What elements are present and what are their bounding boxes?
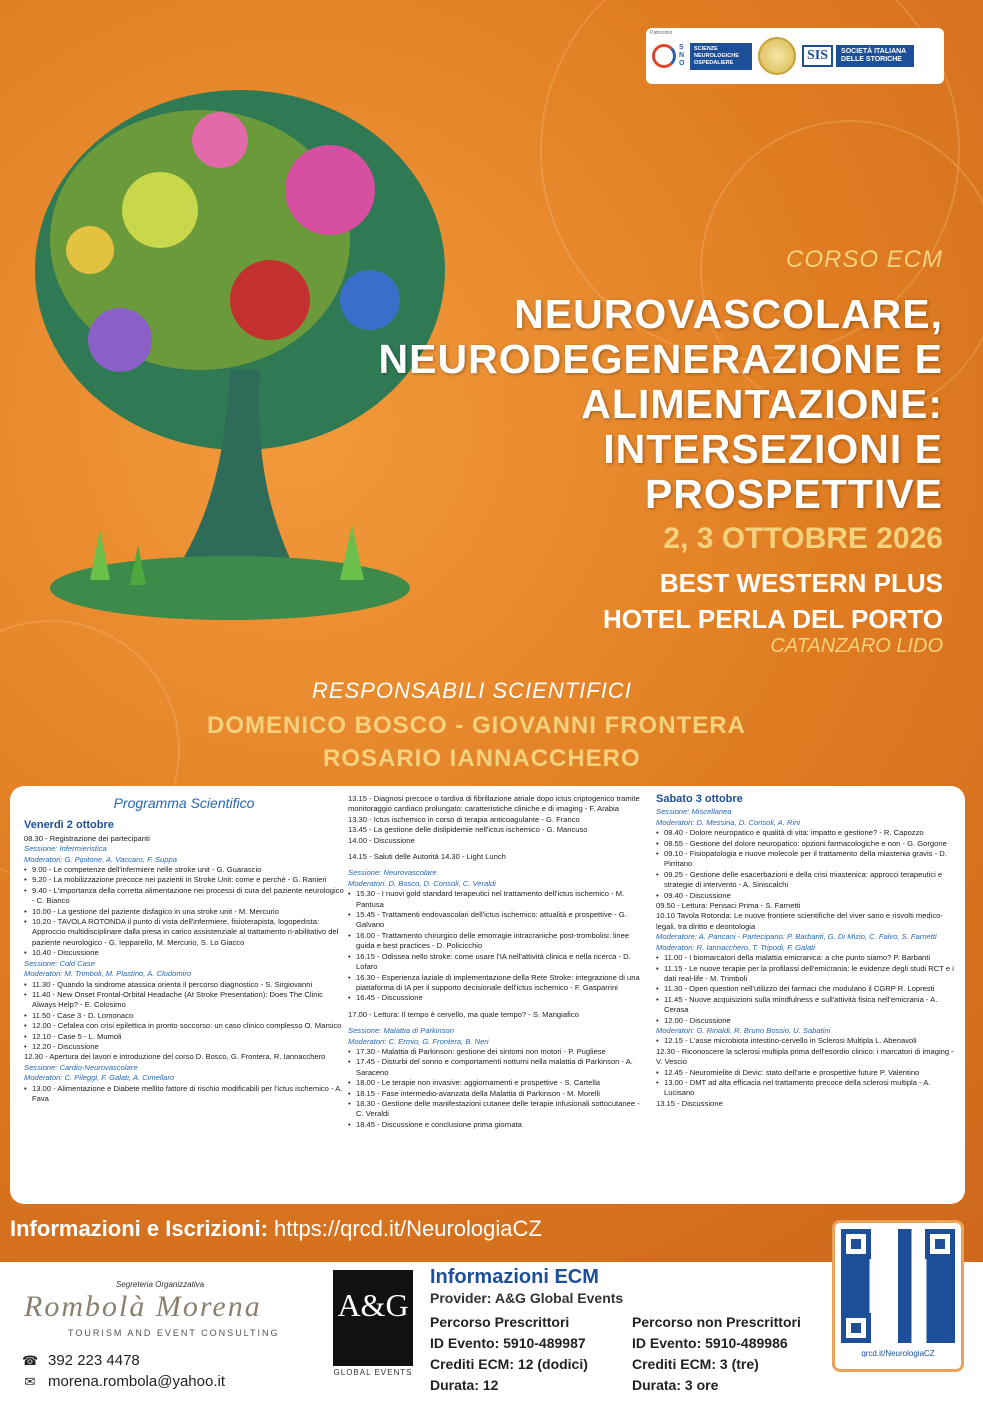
qr-caption: qrcd.it/NeurologiaCZ: [861, 1349, 935, 1358]
ag-logo-sub: GLOBAL EVENTS: [333, 1368, 413, 1377]
track-id: ID Evento: 5910-489987: [430, 1335, 586, 1351]
title-line: ALIMENTAZIONE:: [581, 381, 943, 427]
phone-icon: ☎: [22, 1352, 39, 1368]
program-item: 14.00 - Discussione: [348, 835, 415, 845]
track-credits: Crediti ECM: 3 (tre): [632, 1356, 759, 1372]
program-item: • 08.55 - Gestione del dolore neuropatico: opzioni farmacologiche e non - G. Gorgone: [656, 839, 956, 849]
title-line: INTERSEZIONI E PROSPETTIVE: [603, 426, 943, 517]
program-item: • 11.50 - Case 3 - D. Lomonaco: [24, 1011, 344, 1021]
patron-logos: [646, 28, 944, 84]
program-item: • 12.45 - Neuromielite di Devic: stato dell'arte e prospettive future P. Valentino: [656, 1068, 956, 1078]
program-item: • 17.45 - Disturbi del sonno e comportamenti notturni nella malattia di Parkinson - A. Saraceno: [348, 1057, 648, 1078]
moderators: Moderatori: G. Pipitone, A. Vaccaro, F. Suppa: [24, 854, 177, 864]
sis-logo: [802, 45, 914, 67]
program-item: 14.15 - Saluti delle Autorità 14.30 - Light Lunch: [348, 852, 506, 862]
moderators: Moderatori: D. Messina, D. Consoli, A. Rini: [656, 817, 801, 827]
session-title: Sessione: Neurovascolare: [348, 868, 437, 878]
track-non-prescrittori: [632, 1312, 801, 1396]
sno-text: SCIENZE NEUROLOGICHE OSPEDALIERE: [690, 43, 752, 70]
sis-mark: SIS: [802, 45, 833, 67]
program-item: • 09.10 - Fisiopatologia e nuove molecole per il trattamento della miastenia gravis - D. Pirritano: [656, 849, 956, 870]
program-item: • 09.40 - Discussione: [656, 891, 956, 901]
track-title: Percorso non Prescrittori: [632, 1314, 801, 1330]
program-item: • 16.00 - Trattamento chirurgico delle emorragie intracraniche post-trombolisi: linee guida e best practices - D. Policicchio: [348, 931, 648, 952]
title-line: NEUROVASCOLARE,: [514, 291, 943, 337]
program-item: • 9.00 - Le competenze dell'infermiere nelle stroke unit - G. Guarascio: [24, 865, 344, 875]
program-item: • 16.15 - Odissea nello stroke: come usare l'IA nell'attività clinica e nella ricerca - D. Lofaro: [348, 952, 648, 973]
program-item: • 18.15 - Fase intermedio-avanzata della Malattia di Parkinson - M. Morelli: [348, 1089, 648, 1099]
program-item: • 16.45 - Discussione: [348, 993, 648, 1003]
program-item: 17.00 - Lettura: Il tempo è cervello, ma quale tempo? - S. Mangiafico: [348, 1009, 579, 1019]
moderators: Moderatore: A. Pancani - Partecipano: P. Barbanti, G. Di Mizio, C. Falvo, S. Farnetti: [656, 932, 937, 942]
event-dates: 2, 3 OTTOBRE 2026: [663, 522, 943, 555]
program-item: • 9.40 - L'importanza della corretta alimentazione nei processi di cura del paziente neurologico - C. Bianco: [24, 886, 344, 907]
program-item: • 13.00 - Alimentazione e Diabete mellito fattore di rischio modificabili per l'ictus ischemico - A. Fava: [24, 1084, 344, 1105]
program-item: • 11.15 - Le nuove terapie per la profilassi dell'emicrania: le evidenze degli studi RCT e i dati real-life - M. Trimboli: [656, 964, 956, 985]
qr-code[interactable]: [832, 1220, 964, 1372]
organizer-tagline: TOURISM AND EVENT CONSULTING: [68, 1328, 280, 1338]
program-item: • 11.30 - Open question nell'utilizzo dei farmaci che modulano il CGRP R. Lopresti: [656, 984, 956, 994]
program-item: 09.50 - Lettura: Pensaci Prima - S. Farnetti: [656, 901, 801, 911]
sno-letters: SNO: [679, 44, 685, 67]
program-item: • 13.00 - DMT ad alta efficacia nel trattamento precoce della sclerosi multipla - A. Lucisano: [656, 1078, 956, 1099]
venue-name: BEST WESTERN PLUS: [659, 568, 943, 598]
program-item: • 18.30 - Gestione delle manifestazioni cutanee delle terapie infusionali sottocutanee - C. Veraldi: [348, 1099, 648, 1120]
program-item: • 12.15 - L'asse microbiota intestino-cervello in Sclerosi Multipla L. Abenavoli: [656, 1036, 956, 1046]
program-item: • 18.45 - Discussione e conclusione prima giornata: [348, 1120, 648, 1130]
session-title: Sessione: Malattia di Parkinson: [348, 1026, 454, 1036]
track-duration: Durata: 3 ore: [632, 1377, 719, 1393]
title-line: NEURODEGENERAZIONE E: [378, 336, 943, 382]
contact-phone[interactable]: [22, 1352, 140, 1369]
sno-logo: [652, 43, 752, 70]
sno-icon: [652, 44, 676, 68]
ecm-title: Informazioni ECM: [430, 1266, 599, 1288]
program-item: • 12.00 - Cefalea con crisi epilettica in pronto soccorso: un caso clinico complesso O. Marsico: [24, 1021, 344, 1031]
registration-info: [10, 1216, 542, 1242]
scientific-heads-label: RESPONSABILI SCIENTIFICI: [312, 678, 632, 703]
day-heading: Sabato 3 ottobre: [656, 793, 743, 805]
mail-icon: ✉: [24, 1373, 36, 1389]
program-item: • 17.30 - Malattia di Parkinson: gestione dei sintomi non motori - P. Pugliese: [348, 1047, 648, 1057]
track-duration: Durata: 12: [430, 1377, 499, 1393]
patrocinio-label: Patrocinio: [650, 30, 673, 36]
program-column-2: [348, 794, 648, 1130]
program-item: • 10.40 - Discussione: [24, 948, 344, 958]
moderators: Moderatori: C. Pileggi, F. Galati, A. Cimellaro: [24, 1073, 175, 1083]
moderators: Moderatori: G. Rinaldi, R. Bruno Bossio, U. Sabatini: [656, 1025, 831, 1035]
track-title: Percorso Prescrittori: [430, 1314, 570, 1330]
session-title: Sessione: Infermieristica: [24, 844, 107, 854]
moderators: Moderatori: D. Bosco, D. Consoli, C. Veraldi: [348, 878, 496, 888]
event-title: [343, 292, 943, 517]
program-item: 13.15 - Diagnosi precoce o tardiva di fibrillazione atriale dopo ictus criptogenico tramite monitoraggio cardiaco prolungato: caratteristiche cliniche e di imaging - F. Arabia: [348, 794, 640, 814]
program-item: • 12.10 - Case 5 - L. Mumoli: [24, 1032, 344, 1042]
moderators: Moderatori: R. Iannacchero, T. Tripodi, F. Galati: [656, 942, 815, 952]
program-item: • 12.20 - Discussione: [24, 1042, 344, 1052]
program-panel: [10, 786, 965, 1204]
program-item: • 18.00 - Le terapie non invasive: aggiornamenti e prospettive - S. Cartella: [348, 1078, 648, 1088]
society-seal-icon: [758, 37, 796, 75]
ag-logo-mark: A&G: [337, 1287, 409, 1323]
ag-logo: [333, 1270, 413, 1366]
program-column-3: [656, 794, 956, 1109]
moderators: Moderatori: C. Ermio, G. Frontera, B. Neri: [348, 1036, 489, 1046]
footer: [0, 1262, 983, 1419]
program-item: • 16.30 - Esperienza laziale di implementazione della Rete Stroke: integrazione di una piattaforma di IA per il supporto decisionale dell'ictus ischemico - F. Gasparrini: [348, 973, 648, 994]
registration-link[interactable]: https://qrcd.it/NeurologiaCZ: [274, 1216, 542, 1241]
track-credits: Crediti ECM: 12 (dodici): [430, 1356, 588, 1372]
registration-label: Informazioni e Iscrizioni:: [10, 1216, 268, 1241]
program-item: • 09.25 - Gestione delle esacerbazioni e della crisi miastenica: approcci terapeutici e strategie di intervento - A. Siniscalchi: [656, 870, 956, 891]
scientific-heads-names: ROSARIO IANNACCHERO: [323, 745, 641, 772]
program-title: Programma Scientifico: [113, 795, 255, 811]
program-item: 10.10 Tavola Rotonda: Le nuove frontiere scientifiche del viver sano e risvolti medico-legali, tra diritto e deontologia: [656, 911, 943, 931]
qr-code-icon: [841, 1229, 955, 1343]
day-heading: Venerdì 2 ottobre: [24, 819, 114, 832]
session-title: Sessione: Cardio-Neurovascolare: [24, 1062, 138, 1072]
course-type: CORSO ECM: [785, 246, 943, 273]
scientific-heads-names: DOMENICO BOSCO - GIOVANNI FRONTERA: [207, 712, 746, 739]
moderators: Moderatori: M. Trimboli, M. Plastino, A. Clodomiro: [24, 969, 192, 979]
venue-hotel: HOTEL PERLA DEL PORTO: [603, 604, 943, 634]
program-item: • 11.45 - Nuove acquisizioni sulla mindfulness e sull'attività fisica nell'emicrania - A. Cerasa: [656, 995, 956, 1016]
program-item: • 10.00 - La gestione del paziente disfagico in una stroke unit - M. Mercurio: [24, 907, 344, 917]
sis-text: SOCIETÀ ITALIANA DELLE STORICHE: [836, 45, 914, 67]
track-id: ID Evento: 5910-489986: [632, 1335, 788, 1351]
program-item: 12.30 - Apertura dei lavori e introduzione del corso D. Bosco, G. Frontera, R. Iannacchero: [24, 1052, 326, 1062]
session-title: Sessione: Miscellanea: [656, 807, 732, 817]
email-address: morena.rombola@yahoo.it: [48, 1373, 225, 1390]
program-item: 08.30 - Registrazione dei partecipanti: [24, 833, 150, 843]
program-item: • 12.00 - Discussione: [656, 1016, 956, 1026]
contact-email[interactable]: [22, 1373, 225, 1390]
program-item: • 15.30 - I nuovi gold standard terapeutici nel trattamento dell'ictus ischemico - M. Pantusa: [348, 889, 648, 910]
program-item: 12.30 - Riconoscere la sclerosi multipla prima dell'esordio clinico: i marcatori di imaging - V. Vescio: [656, 1046, 954, 1067]
session-title: Sessione: Cold Case: [24, 958, 95, 968]
program-item: 13.45 - La gestione delle dislipidemie nell'ictus ischemico - G. Mancuso: [348, 825, 588, 835]
phone-number: 392 223 4478: [48, 1352, 140, 1369]
program-item: • 11.30 - Quando la sindrome atassica orienta il percorso diagnostico - S. Sirgiovanni: [24, 980, 344, 990]
organizer-logo: Rombolà Morena: [24, 1290, 262, 1323]
program-item: • 10.20 - TAVOLA ROTONDA il punto di vista dell'infermiere, fisioterapista, logopedista: Approccio multidisciplinare dalla presa in carico assistenziale al trattamento ri-abilitativo del paziente neurologico - G. Iepparello, M. Mercurio, S. Lo Giacco: [24, 917, 344, 948]
program-item: 13.30 - Ictus ischemico in corso di terapia anticoagulante - G. Franco: [348, 814, 580, 824]
organizer-label: Segreteria Organizzativa: [116, 1280, 205, 1289]
program-item: • 15.45 - Trattamenti endovascolari dell'ictus ischemico: attualità e prospettive - G. Galvano: [348, 910, 648, 931]
program-column-1: [24, 794, 344, 1104]
program-item: • 11.40 - New Onset Frontal-Orbital Headache (At Stroke Presentation): Does The Clinic Always Help? - E. Colosimo: [24, 990, 344, 1011]
program-item: • 08.40 - Dolore neuropatico e qualità di vita: impatto e gestione? - R. Capozzo: [656, 828, 956, 838]
venue-city: CATANZARO LIDO: [770, 635, 943, 657]
track-prescrittori: [430, 1312, 588, 1396]
program-item: • 11.00 - I biomarcatori della malattia emicranica: a che punto siamo? P. Barbanti: [656, 953, 956, 963]
ecm-provider: Provider: A&G Global Events: [430, 1290, 624, 1306]
program-item: 13.15 - Discussione: [656, 1098, 723, 1108]
program-item: • 9.20 - La mobilizzazione precoce nei pazienti in Stroke Unit: come e perché - G. Ranieri: [24, 875, 344, 885]
